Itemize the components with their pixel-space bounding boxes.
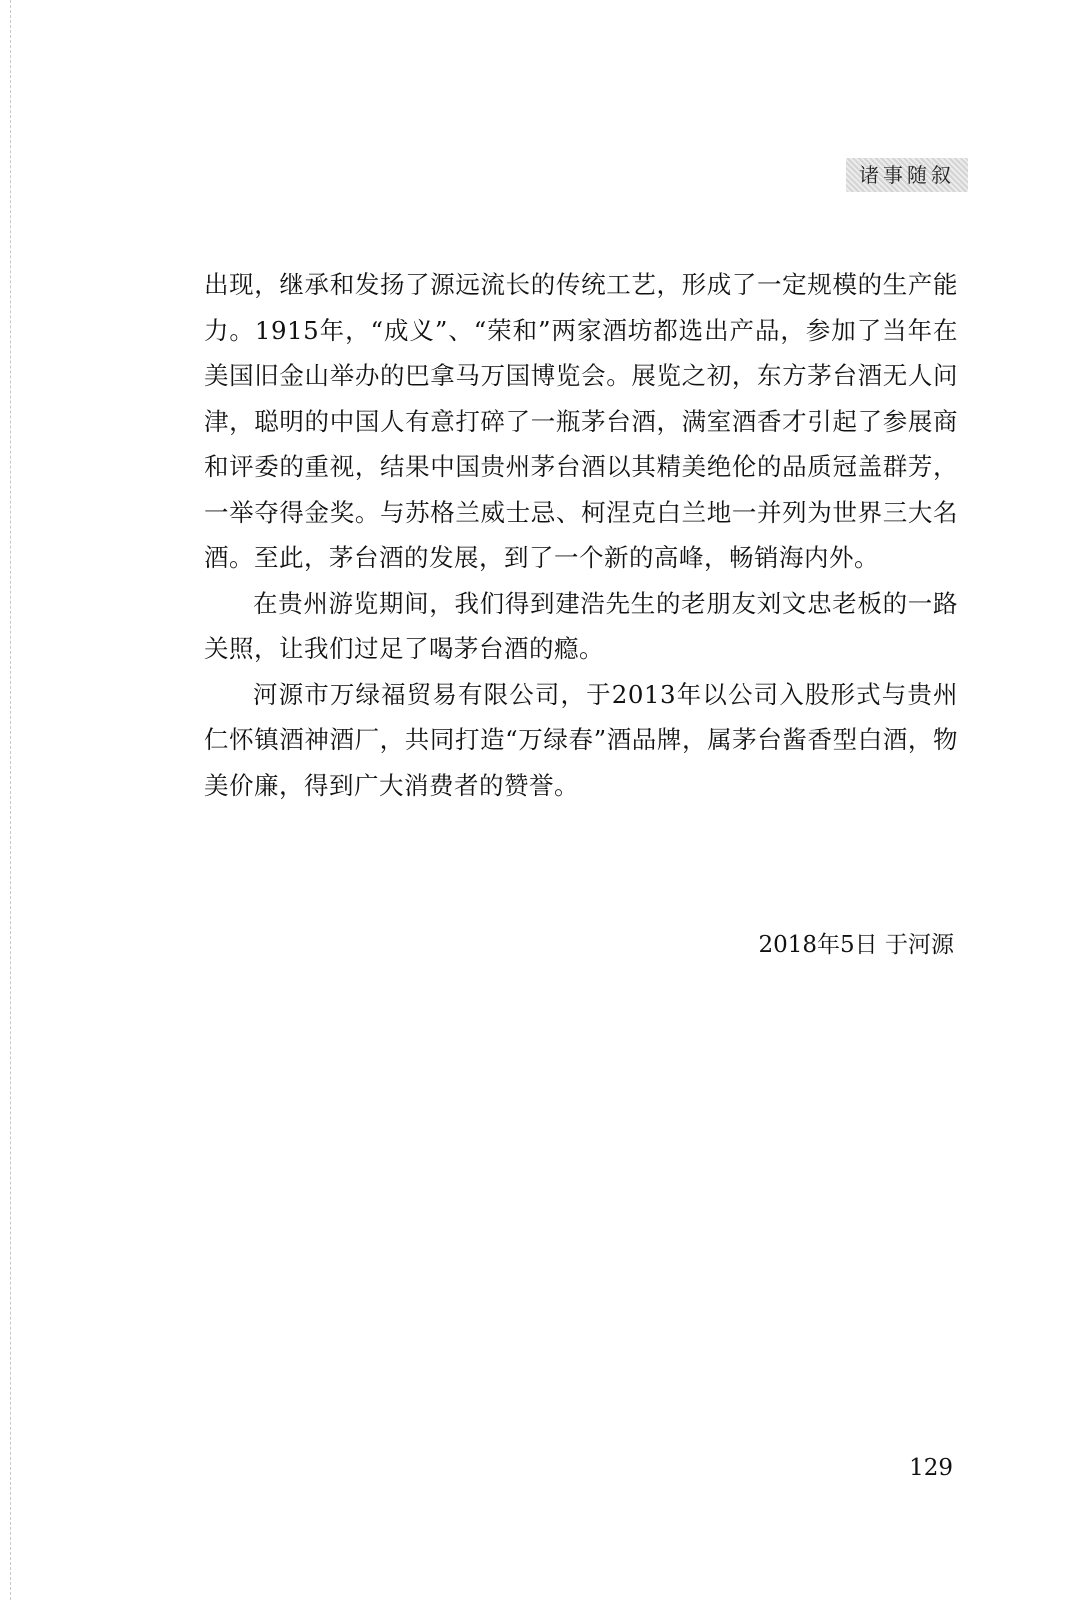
body-text	[204, 262, 958, 808]
page-number: 129	[909, 1455, 953, 1481]
paragraph-1: 出现，继承和发扬了源远流长的传统工艺，形成了一定规模的生产能力。1915年，“成义”、“荣和”两家酒坊都选出产品，参加了当年在美国旧金山举办的巴拿马万国博览会。展览之初，东方茅台酒无人问津，聪明的中国人有意打碎了一瓶茅台酒，满室酒香才引起了参展商和评委的重视，结果中国贵州茅台酒以其精美绝伦的品质冠盖群芳，一举夺得金奖。与苏格兰威士忌、柯涅克白兰地一并列为世界三大名酒。至此，茅台酒的发展，到了一个新的高峰，畅销海内外。	[204, 270, 958, 572]
date-signature: 2018年5日 于河源	[758, 932, 954, 958]
section-header-tag: 诸事随叙	[846, 158, 968, 192]
page-edge-line	[10, 0, 12, 1600]
paragraph-3: 河源市万绿福贸易有限公司，于2013年以公司入股形式与贵州仁怀镇酒神酒厂，共同打造“万绿春”酒品牌，属茅台酱香型白酒，物美价廉，得到广大消费者的赞誉。	[204, 679, 958, 800]
paragraph-2: 在贵州游览期间，我们得到建浩先生的老朋友刘文忠老板的一路关照，让我们过足了喝茅台酒的瘾。	[204, 588, 958, 663]
